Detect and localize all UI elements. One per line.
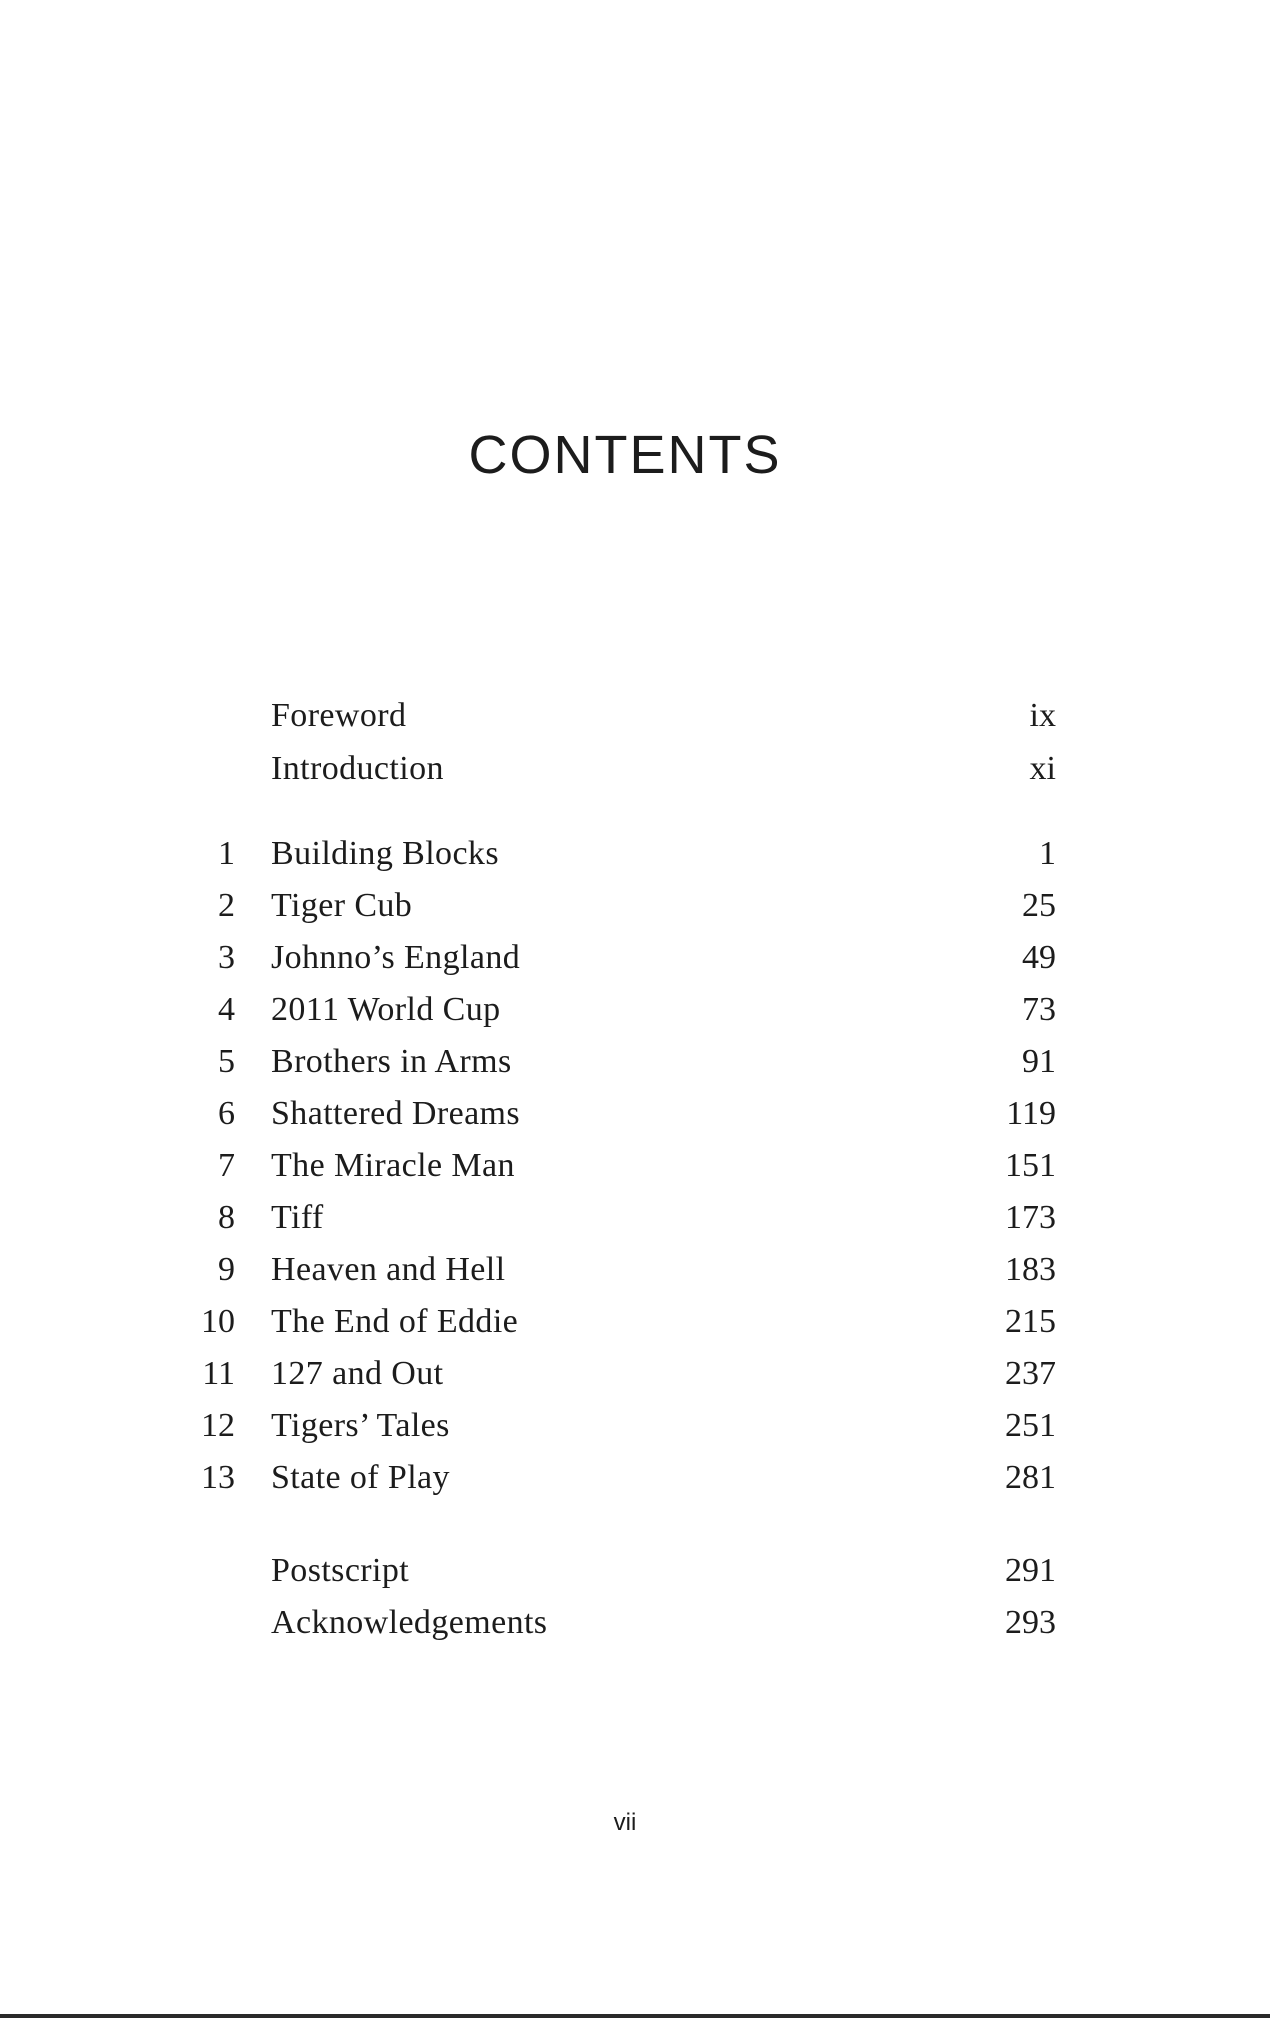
chapter-title: The Miracle Man	[271, 1147, 515, 1184]
chapter-title: Brothers in Arms	[271, 1043, 512, 1080]
toc-chapter-row	[0, 1194, 1270, 1242]
toc-chapter-row	[0, 1402, 1270, 1450]
toc-chapter-row	[0, 882, 1270, 930]
toc-chapter-row	[0, 1298, 1270, 1346]
chapter-title: Tiff	[271, 1199, 324, 1236]
chapter-number: 9	[218, 1251, 235, 1288]
toc-entry-title: Postscript	[271, 1552, 410, 1589]
chapter-title: 2011 World Cup	[271, 991, 501, 1028]
toc-entry-introduction	[0, 745, 1270, 793]
toc-chapter-row	[0, 986, 1270, 1034]
chapter-number: 8	[218, 1199, 235, 1236]
chapter-number: 6	[218, 1095, 235, 1132]
page-title: CONTENTS	[468, 425, 782, 485]
toc-chapter-row	[0, 1246, 1270, 1294]
chapter-page: 251	[1005, 1407, 1056, 1444]
toc-chapter-row	[0, 934, 1270, 982]
page-bottom-edge	[0, 2014, 1270, 2018]
toc-chapter-row	[0, 1038, 1270, 1086]
toc-entry-title: Acknowledgements	[271, 1604, 548, 1641]
chapter-number: 4	[218, 991, 235, 1028]
chapter-title: 127 and Out	[271, 1355, 444, 1392]
toc-entry-foreword	[0, 692, 1270, 740]
chapter-number: 13	[201, 1459, 235, 1496]
chapter-page: 91	[1022, 1043, 1056, 1080]
page-folio: vii	[613, 1809, 637, 1836]
chapter-title: Johnno’s England	[271, 939, 521, 976]
toc-entry-title: Foreword	[271, 697, 407, 734]
chapter-number: 11	[202, 1355, 235, 1392]
toc-chapter-row	[0, 830, 1270, 878]
toc-entry-page: 293	[1005, 1604, 1056, 1641]
toc-chapter-row	[0, 1454, 1270, 1502]
chapter-title: The End of Eddie	[271, 1303, 519, 1340]
chapter-number: 10	[201, 1303, 235, 1340]
chapter-number: 3	[218, 939, 235, 976]
chapter-page: 237	[1005, 1355, 1056, 1392]
chapter-page: 25	[1022, 887, 1056, 924]
toc-entry-page: xi	[1029, 750, 1056, 787]
chapter-page: 281	[1005, 1459, 1056, 1496]
chapter-page: 119	[1006, 1095, 1056, 1132]
chapter-title: Heaven and Hell	[271, 1251, 506, 1288]
chapter-page: 73	[1022, 991, 1056, 1028]
chapter-page: 151	[1005, 1147, 1056, 1184]
chapter-title: State of Play	[271, 1459, 450, 1496]
toc-chapter-row	[0, 1090, 1270, 1138]
chapter-number: 2	[218, 887, 235, 924]
chapter-number: 7	[218, 1147, 235, 1184]
toc-chapter-row	[0, 1350, 1270, 1398]
chapter-page: 173	[1005, 1199, 1056, 1236]
chapter-title: Building Blocks	[271, 835, 499, 872]
toc-chapter-row	[0, 1142, 1270, 1190]
toc-entry-acknowledgements	[0, 1599, 1270, 1647]
chapter-page: 215	[1005, 1303, 1056, 1340]
chapter-page: 183	[1005, 1251, 1056, 1288]
chapter-title: Tiger Cub	[271, 887, 413, 924]
chapter-title: Shattered Dreams	[271, 1095, 521, 1132]
chapter-page: 49	[1022, 939, 1056, 976]
chapter-number: 12	[201, 1407, 235, 1444]
chapter-page: 1	[1039, 835, 1056, 872]
toc-entry-title: Introduction	[271, 750, 444, 787]
chapter-number: 1	[218, 835, 235, 872]
chapter-title: Tigers’ Tales	[271, 1407, 450, 1444]
toc-entry-postscript	[0, 1547, 1270, 1595]
chapter-number: 5	[218, 1043, 235, 1080]
toc-entry-page: 291	[1005, 1552, 1056, 1589]
toc-entry-page: ix	[1029, 697, 1056, 734]
